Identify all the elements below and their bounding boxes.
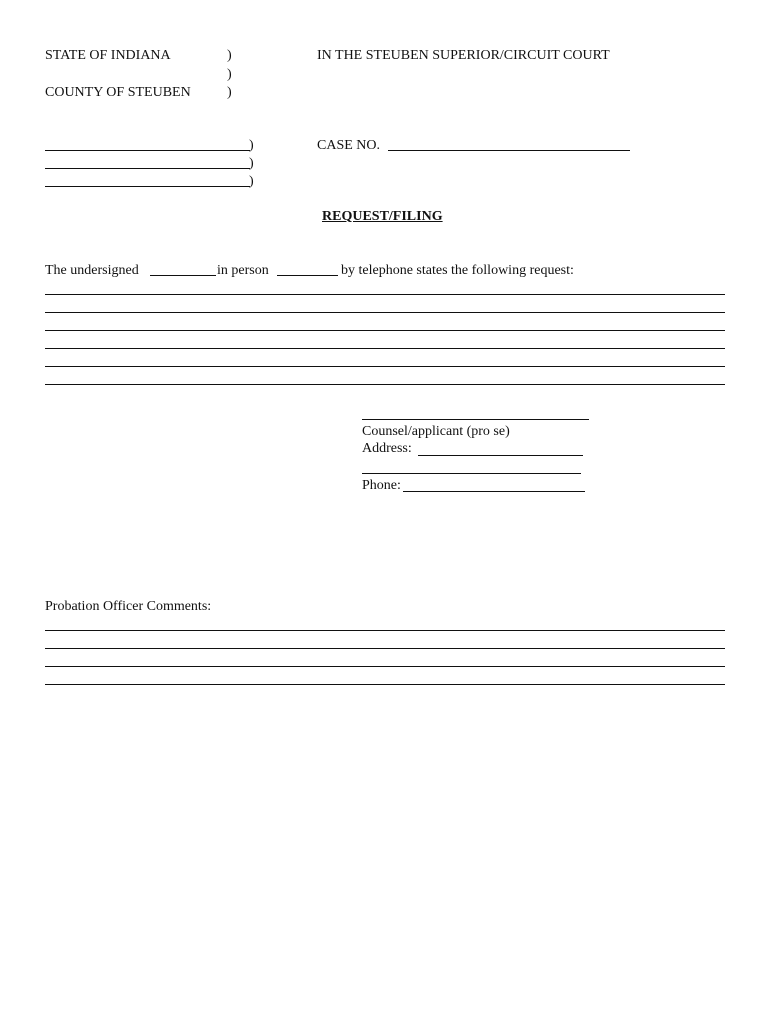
probation-line-3[interactable] (45, 666, 725, 667)
phone-line[interactable] (403, 491, 585, 492)
caption-paren-3: ) (227, 85, 232, 100)
probation-line-4[interactable] (45, 684, 725, 685)
counsel-label: Counsel/applicant (pro se) (362, 424, 510, 439)
party-line-3[interactable] (45, 186, 250, 187)
probation-line-2[interactable] (45, 648, 725, 649)
party-paren-2: ) (249, 156, 254, 171)
address-line-1[interactable] (418, 455, 583, 456)
request-line-4[interactable] (45, 348, 725, 349)
probation-label: Probation Officer Comments: (45, 599, 212, 614)
undersigned-label: The undersigned (45, 263, 139, 278)
undersigned-blank[interactable] (150, 275, 216, 276)
county-label: COUNTY OF STEUBEN (45, 85, 191, 100)
case-no-field[interactable] (388, 150, 630, 151)
request-line-5[interactable] (45, 366, 725, 367)
signature-line[interactable] (362, 419, 589, 420)
party-paren-3: ) (249, 174, 254, 189)
address-line-2[interactable] (362, 473, 581, 474)
case-no-label: CASE NO. (317, 138, 381, 153)
party-line-1[interactable] (45, 150, 250, 151)
party-paren-1: ) (249, 138, 254, 153)
caption-paren-1: ) (227, 48, 232, 63)
request-line-2[interactable] (45, 312, 725, 313)
party-line-2[interactable] (45, 168, 250, 169)
in-person-blank[interactable] (277, 275, 338, 276)
request-line-3[interactable] (45, 330, 725, 331)
caption-paren-2: ) (227, 67, 232, 82)
request-line-6[interactable] (45, 384, 725, 385)
address-label: Address: (362, 441, 412, 456)
in-person-label: in person (217, 263, 269, 278)
court-heading: IN THE STEUBEN SUPERIOR/CIRCUIT COURT (317, 48, 610, 63)
state-label: STATE OF INDIANA (45, 48, 171, 63)
by-telephone-label: by telephone states the following request: (341, 263, 574, 278)
probation-line-1[interactable] (45, 630, 725, 631)
phone-label: Phone: (362, 478, 401, 493)
document-title: REQUEST/FILING (322, 209, 443, 224)
request-line-1[interactable] (45, 294, 725, 295)
